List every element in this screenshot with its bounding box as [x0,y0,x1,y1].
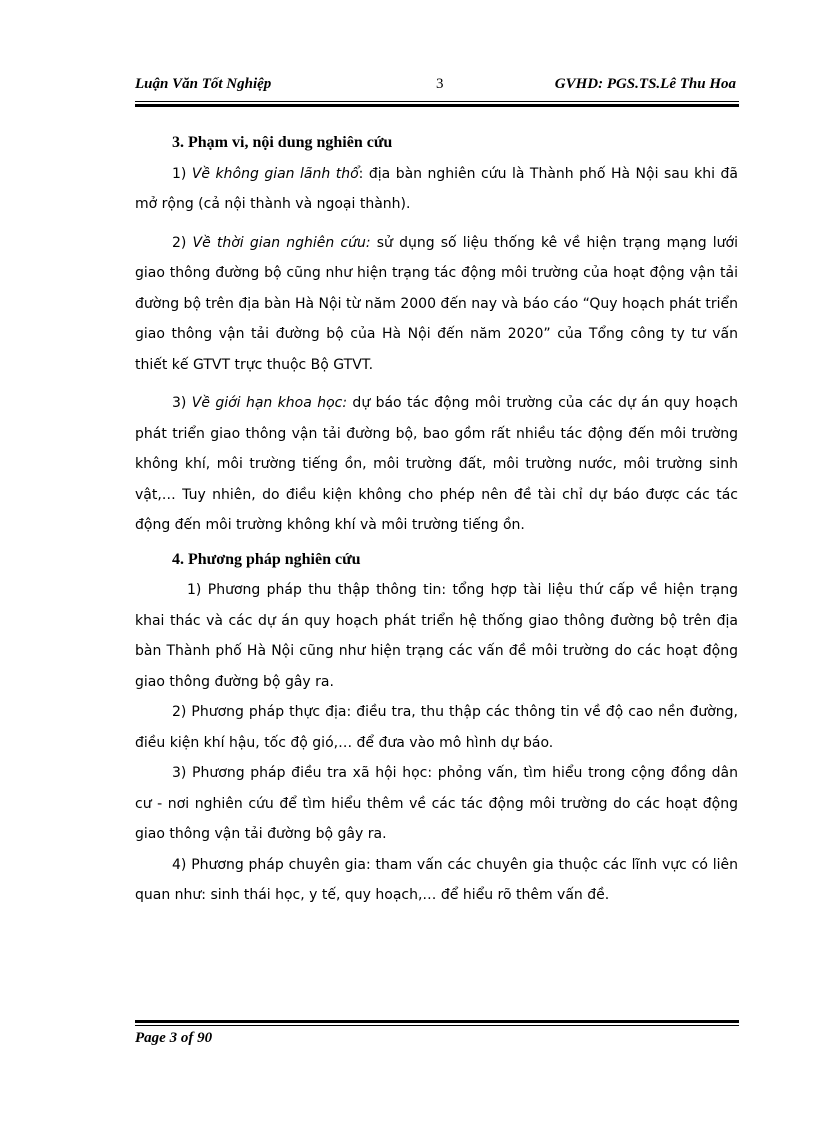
page-header [135,76,739,96]
section-3-heading: 3. Phạm vi, nội dung nghiên cứu [172,134,393,151]
section-4-heading: 4. Phương pháp nghiên cứu [172,550,361,568]
scope-item-2: 2) Về thời gian nghiên cứu: sử dụng số liệu thống kê về hiện trạng mạng lưới giao thông đường bộ cũng như hiện trạng tác động môi trường của hoạt động vận tải đường bộ trên địa bàn Hà Nội từ năm 2000 đến nay và báo cáo “Quy hoạch phát triển giao thông vận tải đường bộ của Hà Nội đến năm 2020” của Tổng công ty tư vấn thiết kế GTVT trực thuộc Bộ GTVT. [135,234,738,373]
method-item-2: 2) Phương pháp thực địa: điều tra, thu thập các thông tin về độ cao nền đường, điều kiện khí hậu, tốc độ gió,… để đưa vào mô hình dự báo. [135,704,738,751]
footer-rule-thick [135,1020,739,1023]
scope-item-1: 1) Về không gian lãnh thổ: địa bàn nghiên cứu là Thành phố Hà Nội sau khi đã mở rộng (cả nội thành và ngoại thành). [135,165,738,212]
scope-item-2-text: sử dụng số liệu thống kê về hiện trạng mạng lưới giao thông đường bộ cũng như hiện trạng tác động môi trường của hoạt động vận tải đường bộ trên địa bàn Hà Nội từ năm 2000 đến nay và báo cáo “Quy hoạch phát triển giao thông vận tải đường bộ của Hà Nội đến năm 2020” của Tổng công ty tư vấn thiết kế GTVT trực thuộc Bộ GTVT. [135,234,738,373]
method-item-4: 4) Phương pháp chuyên gia: tham vấn các chuyên gia thuộc các lĩnh vực có liên quan như: sinh thái học, y tế, quy hoạch,… để hiểu rõ thêm vấn đề. [135,856,738,903]
scope-item-3: 3) Về giới hạn khoa học: dự báo tác động môi trường của các dự án quy hoạch phát triển giao thông vận tải đường bộ, bao gồm rất nhiều tác động đến môi trường không khí, môi trường tiếng ồn, môi trường đất, môi trường nước, môi trường sinh vật,… Tuy nhiên, do điều kiện không cho phép nên đề tài chỉ dự báo được các tác động đến môi trường không khí và môi trường tiếng ồn. [135,395,738,533]
page-body [135,128,738,911]
method-item-3: 3) Phương pháp điều tra xã hội học: phỏng vấn, tìm hiểu trong cộng đồng dân cư - nơi nghiên cứu để tìm hiểu thêm về các tác động môi trường do các hoạt động giao thông vận tải đường bộ gây ra. [135,765,738,842]
method-item-1: 1) Phương pháp thu thập thông tin: tổng hợp tài liệu thứ cấp về hiện trạng khai thác và các dự án quy hoạch phát triển hệ thống giao thông đường bộ trên địa bàn Thành phố Hà Nội cũng như hiện trạng các vấn đề môi trường do các hoạt động giao thông đường bộ gây ra. [135,582,738,690]
header-advisor: GVHD: PGS.TS.Lê Thu Hoa [554,76,736,92]
header-rule-thick [135,104,739,107]
footer-page-indicator: Page 3 of 90 [135,1030,213,1046]
scope-item-1-label: Về không gian lãnh thổ [191,165,359,182]
header-page-number: 3 [436,76,444,92]
header-rule-thin [135,101,739,102]
scope-item-1-text: : địa bàn nghiên cứu là Thành phố Hà Nội sau khi đã mở rộng (cả nội thành và ngoại thành). [135,165,738,212]
scope-item-3-label: Về giới hạn khoa học: [191,395,348,411]
scope-item-3-text: dự báo tác động môi trường của các dự án quy hoạch phát triển giao thông vận tải đường bộ, bao gồm rất nhiều tác động đến môi trường không khí, môi trường tiếng ồn, môi trường đất, môi trường nước, môi trường sinh vật,… Tuy nhiên, do điều kiện không cho phép nên đề tài chỉ dự báo được các tác động đến môi trường không khí và môi trường tiếng ồn. [135,395,738,533]
footer-rule-thin [135,1025,739,1026]
scope-item-2-label: Về thời gian nghiên cứu: [192,234,371,251]
header-thesis-title: Luận Văn Tốt Nghiệp [135,76,272,92]
